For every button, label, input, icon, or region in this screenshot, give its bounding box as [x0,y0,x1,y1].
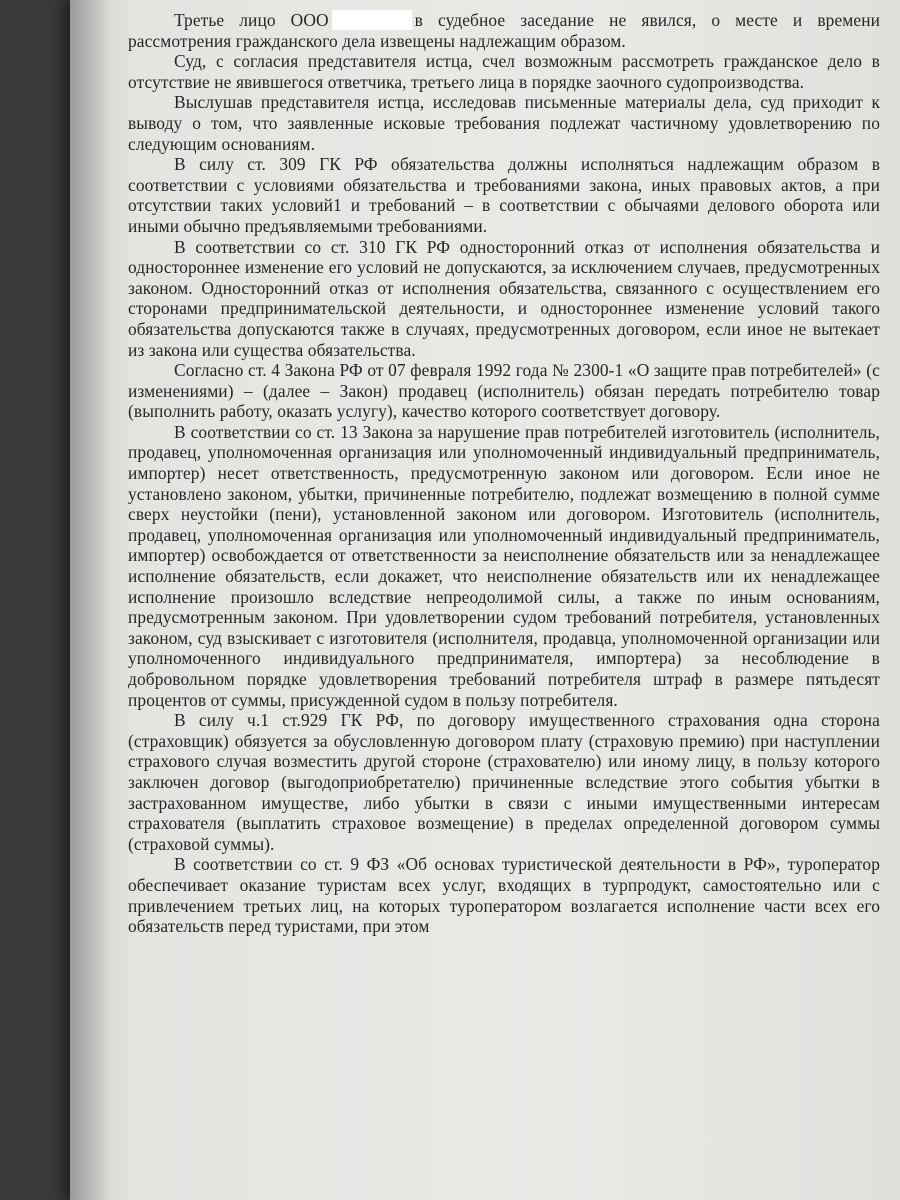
document-page [70,0,900,1200]
paragraph-art-309: В силу ст. 309 ГК РФ обязательства должны исполняться надлежащим образом в соответствии с условиями обязательства и требованиями закона, иных правовых актов, а при отсутствии таких условий1 и требований – в соответствии с обычаями делового оборота или иными обычно предъявляемыми требованиями. [128,154,880,236]
paragraph-art-4-consumer-law: Согласно ст. 4 Закона РФ от 07 февраля 1992 года № 2300-1 «О защите прав потребителей» (с изменениями) – (далее – Закон) продавец (исполнитель) обязан передать потребителю товар (выполнить работу, оказать услугу), качество которого соответствует договору. [128,360,880,422]
paragraph-court-decision: Суд, с согласия представителя истца, счел возможным рассмотреть гражданское дело в отсутствие не явившегося ответчика, третьего лица в порядке заочного судопроизводства. [128,51,880,92]
redacted-name [332,10,412,30]
paragraph-third-party-start: Третье лицо ООО [174,10,329,30]
document-body [128,10,880,937]
paragraph-art-13-consumer-law: В соответствии со ст. 13 Закона за нарушение прав потребителей изготовитель (исполнитель, продавец, уполномоченная организация или уполномоченный индивидуальный предприниматель, импортер) несет ответственность, предусмотренную законом или договором. Если иное не установлено законом, убытки, причиненные потребителю, подлежат возмещению в полной сумме сверх неустойки (пени), установленной законом или договором. Изготовитель (исполнитель, продавец, уполномоченная организация или уполномоченный индивидуальный предприниматель, импортер) освобождается от ответственности за неисполнение обязательств или за ненадлежащее исполнение обязательств, если докажет, что неисполнение обязательств или их ненадлежащее исполнение произошло вследствие непреодолимой силы, а также по иным основаниям, предусмотренным законом. При удовлетворении судом требований потребителя, установленных законом, суд взыскивает с изготовителя (исполнителя, продавца, уполномоченной организации или уполномоченного индивидуального предпринимателя, импортера) за несоблюдение в добровольном порядке удовлетворения требований потребителя штраф в размере пятьдесят процентов от суммы, присужденной судом в пользу потребителя. [128,421,880,710]
paragraph-tourism-law: В соответствии со ст. 9 ФЗ «Об основах туристической деятельности в РФ», туроператор обеспечивает оказание туристам всех услуг, входящих в турпродукт, самостоятельно или с привлечением третьих лиц, на которых туроператором возлагается исполнение части всех его обязательств перед туристами, при этом [128,854,880,937]
paragraph-art-929: В силу ч.1 ст.929 ГК РФ, по договору имущественного страхования одна сторона (страховщик) обязуется за обусловленную договором плату (страховую премию) при наступлении страхового случая возместить другой стороне (страхователю) или иному лицу, в пользу которого заключен договор (выгодоприобретателю) причиненные вследствие этого события убытки в застрахованном имуществе, либо убытки в связи с иными имущественными интересам страхователя (выплатить страховое возмещение) в пределах определенной договором суммы (страховой суммы). [128,710,880,854]
paragraph-third-party-end: в судебное заседание не явился, о месте и времени рассмотрения гражданского дела извещены надлежащим образом. [128,10,881,51]
paragraph-conclusion: Выслушав представителя истца, исследовав письменные материалы дела, суд приходит к выводу о том, что заявленные исковые требования подлежат частичному удовлетворению по следующим основаниям. [128,92,880,154]
paragraph-third-party [128,10,880,51]
paragraph-art-310: В соответствии со ст. 310 ГК РФ односторонний отказ от исполнения обязательства и одностороннее изменение его условий не допускаются, за исключением случаев, предусмотренных законом. Односторонний отказ от исполнения обязательства, связанного с осуществлением его сторонами предпринимательской деятельности, и одностороннее изменение условий такого обязательства допускаются также в случаях, предусмотренных договором, если иное не вытекает из закона или существа обязательства. [128,236,880,360]
